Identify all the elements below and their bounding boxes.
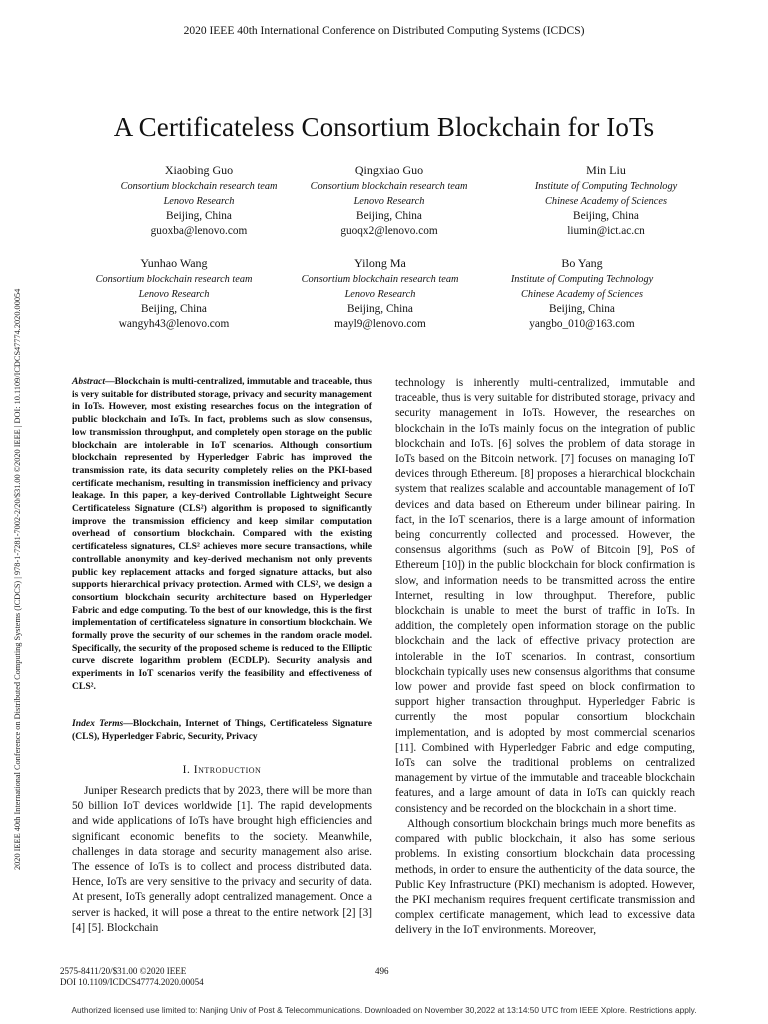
author-name: Bo Yang [561,256,603,270]
index-terms [72,718,372,743]
paper-title: A Certificateless Consortium Blockchain for IoTs [113,112,655,142]
author-email: wangyh43@lenovo.com [118,318,230,330]
intro-paragraph: Juniper Research predicts that by 2023, there will be more than 50 billion IoT devices worldwide [1]. The rapid developments and wide applications of IoTs have brought high efficiencies and significant economic benefits to the society. Meanwhile, challenges in data storage and security management also arise. The essence of IoTs is to collect and process distributed data. Hence, IoTs are very sensitive to the privacy and security of data. At present, IoTs generally adopt centralized management. Once a server is hacked, it will pose a threat to the entire network [2] [3] [4] [5]. Blockchain [72,785,372,934]
body-paragraph: Although consortium blockchain brings much more benefits as compared with public blockchain, it also has some serious problems. In existing consortium blockchain data processing methods, in order to ensure the authenticity of the data source, the Public Key Infrastructure (PKI) mechanism is adopted. However, the PKI mechanism requires frequent certificate transmission and complex certificate management, which lead to excessive data delivery in the IoT environments. Moreover, [395,817,695,937]
author-affiliation: Consortium blockchain research team [120,181,278,192]
author-location: Beijing, China [347,303,413,315]
author-location: Beijing, China [573,210,639,222]
author-location: Beijing, China [549,303,615,315]
author-affiliation: Consortium blockchain research team [95,274,253,285]
index-terms-label: Index Terms [72,718,124,729]
author-block [481,163,731,239]
license-footer: Authorized licensed use limited to: Nanjing Univ of Post & Telecommunications. Downloaded on November 30,2022 at 13:14:50 UTC from IEEE Xplore. Restrictions apply. [71,1005,697,1015]
author-affiliation: Consortium blockchain research team [301,274,459,285]
index-terms-text: —Blockchain, Internet of Things, Certificateless Signature (CLS), Hyperledger Fabric, Security, Privacy [72,718,372,742]
doi: DOI 10.1109/ICDCS47774.2020.00054 [60,977,204,987]
author-location: Beijing, China [141,303,207,315]
author-name: Min Liu [586,163,626,177]
author-email: mayl9@lenovo.com [334,318,426,330]
author-name: Qingxiao Guo [354,163,424,177]
author-name: Yunhao Wang [140,256,208,270]
issn-price: 2575-8411/20/$31.00 ©2020 IEEE [60,966,187,976]
author-name: Xiaobing Guo [164,163,234,177]
abstract-text: —Blockchain is multi-centralized, immutable and traceable, thus is very suitable for distributed storage, privacy and security management in IoTs. However, most existing researches focus on the integration of public blockchain and IoTs. In fact, problems such as slow consensus, low transmission throughput, and completely open storage on the public blockchain are intolerable in IoT scenarios. Although consortium blockchain represented by Hyperledger Fabric has improved the transmission rate, its data security completely relies on the PKI-based certificate mechanism, resulting in transmission inefficiency and privacy leakage. In this paper, a key-derived Controllable Lightweight Secure Certificateless Signature (CLS²) algorithm is proposed to significantly improve the transmission efficiency and keep similar computation overhead of consortium blockchain. Compared with the existing certificateless signatures, CLS² achieves more secure transactions, while controllable anonymity and key-derived mechanism not only prevents public key replacement attacks and forged signature attacks, but also supports hierarchical privacy protection. Armed with CLS², we design a consortium blockchain security architecture based on Hyperledger Fabric and edge computing. To the best of our knowledge, this is the first implementation of certificateless signature in consortium blockchain. We formally prove the security of our schemes in the random oracle model. Specifically, the security of the proposed scheme is reduced to the Elliptic curve discrete logarithm problem (ECDLP). Security analysis and experiments in IoT scenarios verify the feasibility and effectiveness of CLS². [72,376,372,692]
author-block [457,256,707,332]
author-block [264,163,514,239]
abstract [72,376,372,694]
author-affiliation: Consortium blockchain research team [310,181,468,192]
author-email: yangbo_010@163.com [529,318,635,330]
page-number: 496 [375,966,389,976]
side-doi-strip: 2020 IEEE 40th International Conference on Distributed Computing Systems (ICDCS) | 978-1-7281-7002-2/20/$31.00 ©2020 IEEE | DOI: 10.1109/ICDCS47774.2020.00054 [13,288,22,870]
author-email: liumin@ict.ac.cn [567,225,645,237]
author-email: guoqx2@lenovo.com [340,225,438,237]
author-affiliation: Lenovo Research [138,289,210,300]
author-affiliation: Chinese Academy of Sciences [521,289,643,300]
author-affiliation: Institute of Computing Technology [534,181,678,192]
author-affiliation: Lenovo Research [163,196,235,207]
author-email: guoxba@lenovo.com [150,225,248,237]
copyright-notice [60,966,204,988]
author-affiliation: Lenovo Research [344,289,416,300]
conference-header: 2020 IEEE 40th International Conference on Distributed Computing Systems (ICDCS) [183,25,585,37]
author-location: Beijing, China [166,210,232,222]
author-location: Beijing, China [356,210,422,222]
abstract-label: Abstract [72,376,106,387]
author-name: Yilong Ma [354,256,406,270]
section-heading: I. Introduction [182,764,262,776]
author-affiliation: Institute of Computing Technology [510,274,654,285]
body-paragraph: technology is inherently multi-centralized, immutable and traceable, thus is very suitable for distributed storage, privacy and security management in IoTs. However, the researches on blockchain in the IoTs mainly focus on the integration of public blockchain and IoTs. [6] solves the problem of data storage in IoTs based on the Bitcoin network. [7] focuses on managing IoT devices through Ethereum. [8] proposes a hierarchical blockchain system that realizes scalable and accountable management of IoT devices and data based on Ethereum under bilinear pairing. In fact, in the IoT scenarios, there is a large amount of information being concurrently collected and processed. However, the consensus algorithms (such as PoW of Bitcoin [9], PoS of Ethereum [10]) in the public blockchain for block confirmation is slow, and information needs to be transmitted across the entire Internet, resulting in low throughput. Therefore, public blockchain is unable to meet the burst of traffic in IoTs. In addition, the completely open information storage on the public blockchain and the lack of effective privacy protection are intolerable in the IoT scenarios. In contrast, consortium blockchain typically uses new consensus algorithms that consume low power and provide fast speed on block confirmation to support higher transaction throughput. Hyperledger Fabric is currently the most popular consortium blockchain implementation, and is adopted by most commercial scenarios [11]. Combined with Hyperledger Fabric and edge computing, IoTs can solve the traditional problems on centralized management by virtue of the immutable and traceable blockchain features, and a large amount of data in IoTs can quickly reach consistency and be recorded on the blockchain in a short time. [395,377,695,815]
right-column [395,376,695,939]
author-affiliation: Chinese Academy of Sciences [545,196,667,207]
author-affiliation: Lenovo Research [353,196,425,207]
